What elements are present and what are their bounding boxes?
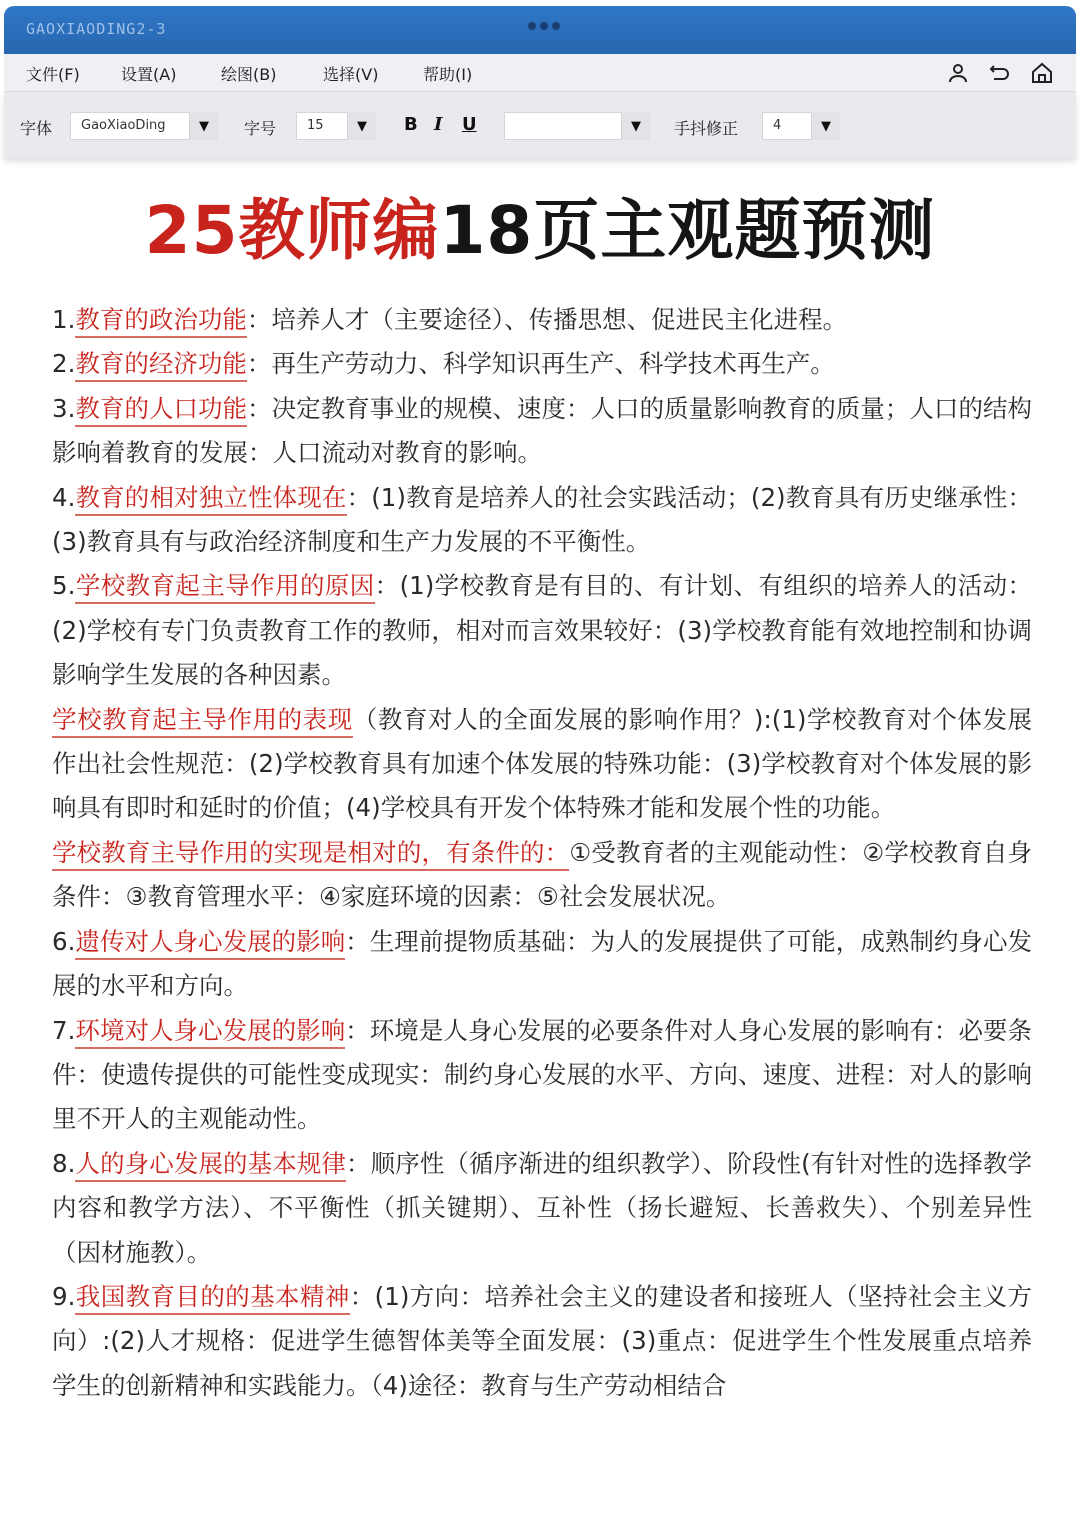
paragraph — [52, 1009, 1032, 1142]
dot-icon — [540, 22, 548, 30]
menu-file[interactable]: 文件(F) — [26, 65, 80, 84]
title-red-part: 25教师编 — [144, 192, 440, 269]
chevron-down-icon[interactable]: ▼ — [190, 112, 218, 140]
chevron-down-icon[interactable]: ▼ — [348, 112, 376, 140]
color-select[interactable] — [504, 112, 622, 140]
menubar — [4, 54, 1076, 92]
paragraph — [52, 298, 1032, 342]
undo-icon[interactable] — [988, 61, 1012, 85]
paragraph — [52, 476, 1032, 565]
italic-button[interactable]: I — [434, 114, 443, 135]
paragraph-number: 4. — [52, 482, 76, 512]
chevron-down-icon[interactable]: ▼ — [622, 112, 650, 140]
window-titlebar — [4, 6, 1076, 54]
paragraph-text: ：再生产劳动力、科学知识再生产、科学技术再生产。 — [246, 349, 835, 379]
paragraph — [52, 831, 1032, 920]
paragraph-number: 7. — [52, 1015, 76, 1045]
paragraph-heading: 教育的经济功能 — [75, 349, 247, 382]
paragraph-text: ：(1)学校教育是有目的、有计划、有组织的培养人的活动：(2)学校有专门负责教育工作的教师，相对而言效果较好：(3)学校教育能有效地控制和协调影响学生发展的各种因素。 — [52, 571, 1033, 690]
menu-select[interactable]: 选择(V) — [323, 65, 379, 84]
paragraph-text: （教育对人的全面发展的影响作用？):(1)学校教育对个体发展作出社会性规范：(2)学校教育具有加速个体发展的特殊功能：(3)学校教育对个体发展的影响具有即时和延时的价值；(4)学校具有开发个体特殊才能和发展个性的功能。 — [52, 704, 1033, 823]
user-icon[interactable] — [946, 61, 970, 85]
paragraph — [52, 1275, 1032, 1408]
paragraph-text: ：(1)教育是培养人的社会实践活动；(2)教育具有历史继承性：(3)教育具有与政治经济制度和生产力发展的不平衡性。 — [52, 482, 1032, 557]
paragraph-heading: 教育的相对独立性体现在 — [75, 483, 346, 516]
paragraph-heading: 遗传对人身心发展的影响 — [75, 927, 345, 960]
paragraph — [52, 698, 1032, 831]
paragraph-number: 9. — [52, 1281, 76, 1311]
paragraph-heading: 学校教育起主导作用的表现 — [52, 705, 353, 738]
paragraph-number: 1. — [52, 305, 76, 334]
paragraph — [52, 342, 1032, 386]
menu-settings[interactable]: 设置(A) — [121, 65, 177, 84]
paragraph-text: ：决定教育事业的规模、速度：人口的质量影响教育的质量；人口的结构影响着教育的发展：人口流动对教育的影响。 — [52, 393, 1033, 468]
paragraph-heading: 教育的人口功能 — [75, 394, 247, 427]
paragraph-text: ：生理前提物质基础：为人的发展提供了可能，成熟制约身心发展的水平和方向。 — [52, 926, 1032, 1001]
paragraph-text: ：顺序性（循序渐进的组织教学）、阶段性(有针对性的选择教学内容和教学方法）、不平衡性（抓关键期）、互补性（扬长避短、长善救失）、个别差异性（因材施教）。 — [52, 1148, 1032, 1267]
title-black-part: 18页主观题预测 — [439, 192, 936, 269]
dot-icon — [552, 22, 560, 30]
tremor-select[interactable]: 4 — [762, 112, 812, 140]
font-label: 字体 — [20, 119, 53, 138]
paragraph-heading: 我国教育目的的基本精神 — [75, 1282, 349, 1315]
menu-draw[interactable]: 绘图(B) — [221, 65, 277, 84]
paragraph-heading: 环境对人身心发展的影响 — [75, 1016, 345, 1049]
page-title — [0, 188, 1080, 274]
paragraph-number: 3. — [52, 393, 76, 423]
paragraph-heading: 学校教育起主导作用的原因 — [75, 571, 374, 604]
paragraph — [52, 1142, 1032, 1275]
paragraph — [52, 564, 1032, 697]
chevron-down-icon[interactable]: ▼ — [812, 112, 840, 140]
paragraph-heading: 人的身心发展的基本规律 — [75, 1149, 346, 1182]
document-body — [52, 298, 1032, 1408]
paragraph-text: ：(1)方向：培养社会主义的建设者和接班人（坚持社会主义方向）:(2)人才规格：促进学生德智体美等全面发展：(3)重点：促进学生个性发展重点培养学生的创新精神和实践能力。（4)途径：教育与生产劳动相结合 — [52, 1281, 1033, 1400]
paragraph-number: 5. — [52, 571, 76, 601]
paragraph-number: 2. — [52, 349, 76, 379]
font-select[interactable]: GaoXiaoDing — [70, 112, 190, 140]
paragraph-number: 8. — [52, 1148, 76, 1178]
size-label: 字号 — [244, 119, 277, 138]
bold-button[interactable]: B — [404, 114, 418, 135]
tremor-label: 手抖修正 — [674, 119, 739, 138]
paragraph-text: ：环境是人身心发展的必要条件对人身心发展的影响有：必要条件：使遗传提供的可能性变成现实：制约身心发展的水平、方向、速度、进程：对人的影响里不开人的主观能动性。 — [52, 1015, 1032, 1134]
paragraph-heading: 教育的政治功能 — [75, 305, 247, 338]
format-toolbar — [4, 92, 1076, 158]
dot-icon — [528, 22, 536, 30]
paragraph-text: ①受教育者的主观能动性：②学校教育自身条件：③教育管理水平：④家庭环境的因素：⑤社会发展状况。 — [52, 837, 1032, 912]
window-menu-dots[interactable] — [528, 22, 560, 30]
paragraph — [52, 387, 1032, 476]
menu-help[interactable]: 帮助(I) — [423, 65, 473, 84]
underline-button[interactable]: U — [462, 114, 477, 135]
size-select[interactable]: 15 — [296, 112, 348, 140]
home-icon[interactable] — [1030, 61, 1054, 85]
paragraph-text: ：培养人才（主要途径）、传播思想、促进民主化进程。 — [246, 305, 848, 334]
paragraph-heading: 学校教育主导作用的实现是相对的，有条件的： — [52, 838, 569, 871]
paragraph-number: 6. — [52, 926, 76, 956]
window-title: GAOXIAODING2-3 — [26, 20, 167, 38]
paragraph — [52, 920, 1032, 1009]
